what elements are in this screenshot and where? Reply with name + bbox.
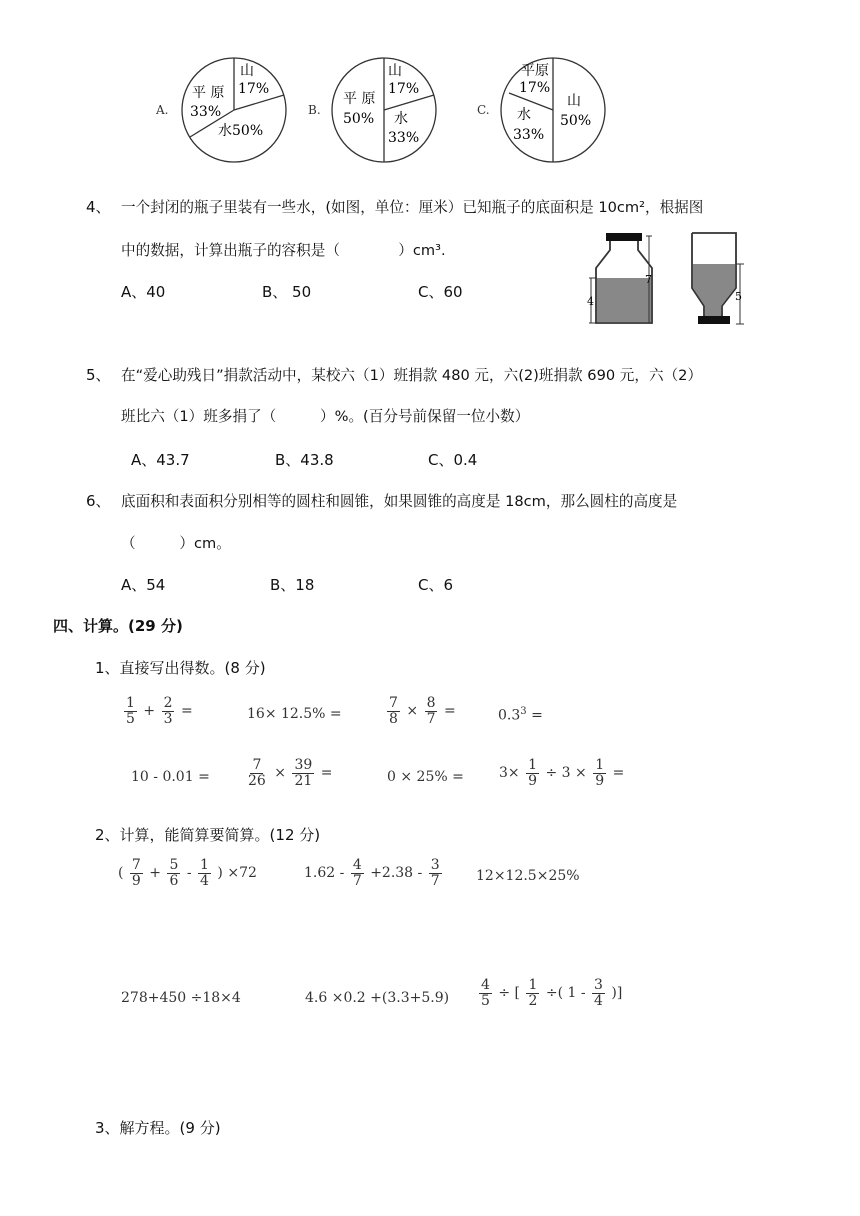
calc-expression	[118, 858, 257, 888]
bracket: )]	[611, 985, 623, 1002]
calc-expression	[122, 696, 193, 726]
denominator: 9	[595, 772, 605, 789]
numerator: 7	[131, 857, 141, 873]
pie-value: 17%	[388, 81, 420, 97]
dimension-label: 7	[645, 273, 652, 286]
pie-chart-c	[497, 55, 617, 170]
equals: =	[531, 707, 543, 724]
operand: +2.38 -	[370, 865, 423, 882]
numerator: 1	[200, 857, 209, 873]
denominator: 3	[163, 710, 173, 727]
denominator: 6	[169, 872, 179, 889]
numerator: 1	[528, 977, 538, 993]
pie-label: 山	[567, 93, 581, 109]
pie-chart-a	[178, 55, 298, 170]
question-number: 4、	[86, 198, 111, 216]
question-number: 6、	[86, 492, 111, 510]
pie-value: 33%	[388, 130, 420, 146]
operator: ×	[274, 765, 287, 782]
question-text: 一个封闭的瓶子里装有一些水，(如图，单位：厘米）已知瓶子的底面积是 10cm²，根据图	[121, 199, 704, 216]
option-b[interactable]: B、18	[270, 576, 315, 594]
question-text: 底面积和表面积分别相等的圆柱和圆锥，如果圆锥的高度是 18cm，那么圆柱的高度是	[121, 493, 678, 510]
question-text: 在“爱心助残日”捐款活动中，某校六（1）班捐款 480 元，六(2)班捐款 690 元，六（2）	[121, 367, 703, 384]
pie-value: 33%	[513, 127, 545, 143]
numerator: 1	[126, 695, 135, 711]
pie-chart-b	[328, 55, 448, 170]
sub-question-title: 3、解方程。(9 分)	[95, 1119, 221, 1137]
equals: =	[612, 765, 625, 782]
option-c[interactable]: C、0.4	[428, 451, 478, 469]
pie-label: 山	[388, 63, 402, 79]
pie-value: 17%	[519, 80, 551, 96]
pie-label: 平 原	[343, 91, 376, 107]
pie-label: 山	[240, 63, 254, 79]
numerator: 7	[389, 695, 398, 711]
operand: 3×	[499, 765, 520, 782]
pie-label: 平 原	[192, 85, 225, 101]
numerator: 1	[595, 757, 605, 773]
pie-value: 50%	[560, 113, 592, 129]
sub-question-title: 2、计算，能简算要简算。(12 分)	[95, 826, 321, 844]
sub-question-title: 1、直接写出得数。(8 分)	[95, 659, 266, 677]
operator: ÷ 3 ×	[545, 765, 587, 782]
numerator: 5	[169, 857, 179, 873]
operator: ÷ [	[498, 985, 521, 1002]
numerator: 2	[163, 695, 173, 711]
option-c[interactable]: C、60	[418, 283, 463, 301]
calc-expression: 16× 12.5% =	[247, 706, 342, 722]
denominator: 5	[481, 992, 490, 1009]
dimension-label: 5	[735, 290, 742, 303]
calc-expression: 12×12.5×25%	[476, 868, 580, 884]
operator: +	[143, 703, 156, 720]
denominator: 4	[594, 992, 603, 1009]
pie-label: 水50%	[218, 123, 264, 139]
option-a[interactable]: A、40	[121, 283, 166, 301]
calc-expression	[498, 706, 543, 724]
option-letter: C.	[477, 103, 490, 117]
pie-value: 33%	[190, 104, 222, 120]
calc-expression: 0 × 25% =	[387, 769, 464, 785]
question-text: （ ）cm。	[121, 535, 231, 552]
calc-expression	[499, 758, 624, 788]
equals: =	[320, 765, 333, 782]
denominator: 7	[352, 872, 362, 889]
numerator: 4	[352, 857, 362, 873]
pie-value: 50%	[343, 111, 375, 127]
equals: =	[180, 703, 193, 720]
question-text: 中的数据，计算出瓶子的容积是（ ）cm³.	[121, 242, 446, 259]
exponent: 3	[520, 706, 527, 717]
bracket: (	[118, 865, 124, 882]
calc-expression	[244, 758, 332, 788]
numerator: 4	[481, 977, 490, 993]
base: 0.3	[498, 707, 521, 724]
denominator: 7	[430, 872, 440, 889]
denominator: 26	[248, 772, 266, 789]
calc-expression	[304, 858, 444, 888]
denominator: 2	[528, 992, 538, 1009]
numerator: 3	[594, 977, 603, 993]
pie-value: 17%	[238, 81, 270, 97]
operator: -	[186, 865, 192, 882]
bracket: ) ×72	[217, 865, 257, 882]
question-number: 5、	[86, 366, 111, 384]
pie-label: 平原	[521, 63, 549, 79]
bottle-figure	[588, 228, 763, 328]
dimension-label: 4	[587, 295, 594, 308]
option-b[interactable]: B、 50	[262, 283, 312, 301]
option-letter: B.	[308, 103, 321, 117]
denominator: 9	[528, 772, 538, 789]
numerator: 7	[252, 757, 262, 773]
operator: +	[149, 865, 162, 882]
question-text: 班比六（1）班多捐了（ ）%。(百分号前保留一位小数）	[121, 408, 530, 425]
calc-expression	[385, 696, 456, 726]
denominator: 9	[131, 872, 141, 889]
numerator: 39	[294, 757, 313, 773]
pie-label: 水	[394, 111, 408, 127]
option-a[interactable]: A、54	[121, 576, 166, 594]
option-letter: A.	[156, 103, 169, 117]
section-title: 四、计算。(29 分)	[53, 617, 183, 635]
option-b[interactable]: B、43.8	[275, 451, 334, 469]
calc-expression: 4.6 ×0.2 +(3.3+5.9)	[305, 990, 450, 1006]
operator: ÷( 1 -	[545, 985, 586, 1002]
denominator: 21	[294, 772, 313, 789]
numerator: 1	[528, 757, 538, 773]
calc-expression: 10 - 0.01 =	[131, 769, 210, 785]
numerator: 8	[426, 695, 436, 711]
pie-label: 水	[517, 107, 531, 123]
equals: =	[443, 703, 456, 720]
calc-expression: 278+450 ÷18×4	[121, 990, 241, 1006]
denominator: 5	[126, 710, 135, 727]
operand: 1.62 -	[304, 865, 345, 882]
option-a[interactable]: A、43.7	[131, 451, 190, 469]
operator: ×	[406, 703, 419, 720]
calc-expression	[477, 978, 622, 1008]
denominator: 7	[426, 710, 436, 727]
numerator: 3	[430, 857, 440, 873]
option-c[interactable]: C、6	[418, 576, 454, 594]
denominator: 4	[200, 872, 209, 889]
denominator: 8	[389, 710, 398, 727]
